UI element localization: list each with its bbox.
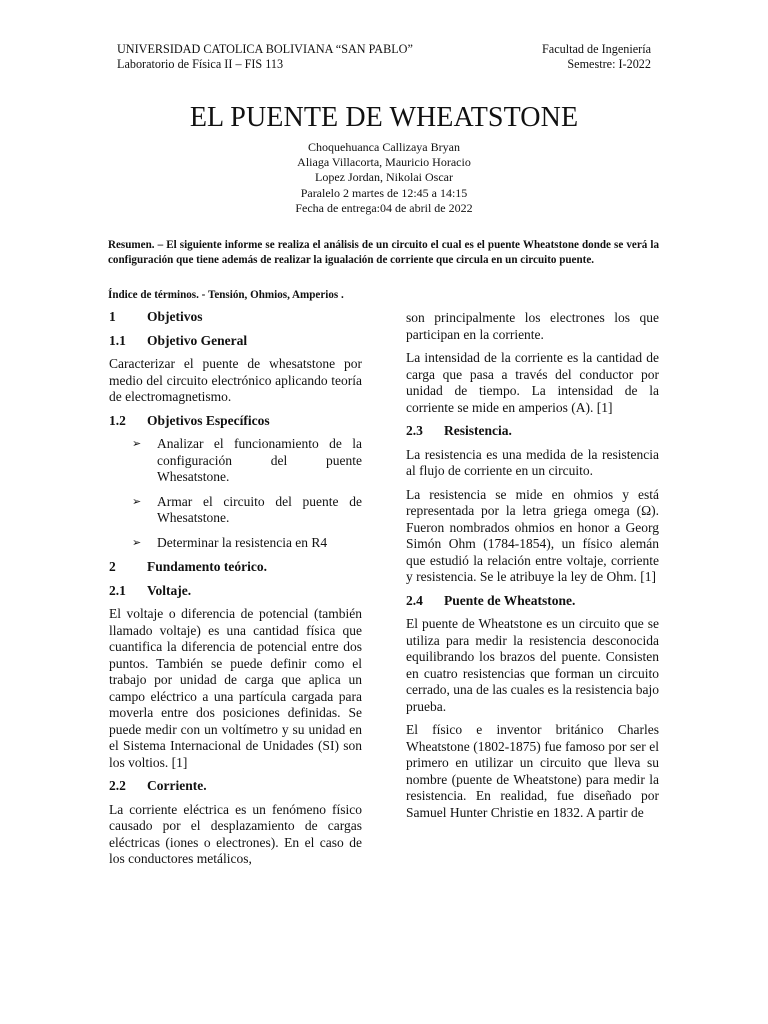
subsection-number: 2.3	[406, 423, 423, 438]
section-heading-fundamento	[109, 559, 362, 576]
paragraph-corriente-2: La intensidad de la corriente es la cantidad de carga que pasa a través del conductor por unidad de tiempo. La intensidad de la corriente se mide en amperios (A). [1]	[406, 350, 659, 415]
paragraph-voltaje: El voltaje o diferencia de potencial (también llamado voltaje) es una cantidad física que cuantifica la diferencia de potencial entre dos puntos. También se puede definir como el trabajo por unidad de carga que aplica un campo eléctrico a una partícula cargada para moverla entre dos posiciones definidas. Se puede medir con un voltímetro y su unidad en el Sistema Internacional de Unidades (SI) son los voltios. [1]	[109, 606, 362, 770]
arrowhead-bullet-icon: ➢	[132, 438, 142, 450]
author-2: Aliaga Villacorta, Mauricio Horacio	[297, 155, 471, 170]
subsection-title: Puente de Wheatstone.	[444, 592, 576, 608]
document-title: EL PUENTE DE WHEATSTONE	[189, 102, 579, 133]
arrowhead-bullet-icon: ➢	[132, 495, 142, 508]
section-number: 2	[109, 559, 116, 574]
paragraph-puente-2: El físico e inventor británico Charles Wheatstone (1802-1875) fue famoso por ser el primero en utilizar un circuito que lleva su nombre (puente de Wheatstone) para medir la resistencia. En realidad, fue diseñado por Samuel Hunter Christie en 1832. A partir de	[406, 722, 659, 820]
semester: Semestre: I-2022	[567, 56, 651, 71]
subsection-heading-objetivo-general	[109, 333, 362, 350]
subsection-title: Corriente.	[147, 778, 207, 793]
subsection-heading-corriente	[109, 778, 362, 795]
subsection-heading-voltaje	[109, 583, 362, 600]
subsection-number: 2.1	[109, 582, 126, 598]
author-1: Choquehuanca Callizaya Bryan	[308, 140, 460, 154]
index-terms: Índice de términos. - Tensión, Ohmios, Amperios .	[108, 289, 344, 301]
author-block	[0, 140, 768, 216]
university-name: UNIVERSIDAD CATOLICA BOLIVIANA “SAN PABLO”	[117, 42, 413, 56]
subsection-number: 2.2	[109, 778, 126, 793]
subsection-number: 2.4	[406, 592, 423, 608]
list-item: ➢ Analizar el funcionamiento de la configuración del puente Whesatstone.	[109, 436, 362, 486]
delivery-date: Fecha de entrega:04 de abril de 2022	[295, 200, 473, 215]
section-title: Fundamento teórico.	[147, 559, 267, 574]
paragraph-resistencia-1: La resistencia es una medida de la resistencia al flujo de corriente en un circuito.	[406, 446, 659, 478]
list-item: ➢ Determinar la resistencia en R4	[109, 535, 362, 552]
abstract: Resumen. – El siguiente informe se realiza el análisis de un circuito el cual es el puente Wheatstone donde se verá la configuración que tiene además de realizar la igualación de corriente que circula en un circuito puente.	[108, 239, 659, 267]
lab-name: Laboratorio de Física II – FIS 113	[117, 56, 284, 71]
subsection-heading-objetivos-especificos	[109, 413, 362, 430]
objectives-list	[109, 436, 362, 551]
paragraph-objetivo-general: Caracterizar el puente de whesatstone por medio del circuito electrónico aplicando teoría de electromagnetismo.	[109, 356, 362, 404]
paragraph-corriente-1: La corriente eléctrica es un fenómeno físico causado por el desplazamiento de cargas eléctricas (iones o electrones). En el caso de los conductores metálicos,	[109, 801, 362, 866]
subsection-number: 1.2	[109, 412, 126, 428]
section-title: Objetivos	[147, 309, 203, 324]
paragraph-corriente-cont: son principalmente los electrones los que participan en la corriente.	[406, 310, 659, 342]
subsection-title: Objetivos Específicos	[147, 412, 270, 428]
paragraph-resistencia-2: La resistencia se mide en ohmios y está representada por la letra griega omega (Ω). Fueron nombrados ohmios en honor a Georg Simón Ohm (1784-1854), un físico alemán que estudió la relación entre voltaje, corriente y resistencia. Se le atribuye la ley de Ohm. [1]	[406, 486, 659, 584]
right-column	[406, 310, 659, 828]
section-heading-objetivos	[109, 309, 362, 326]
header-right	[542, 42, 651, 71]
subsection-title: Resistencia.	[444, 423, 512, 438]
class-schedule: Paralelo 2 martes de 12:45 a 14:15	[300, 185, 468, 200]
subsection-heading-puente	[406, 593, 659, 610]
arrowhead-bullet-icon: ➢	[132, 536, 142, 549]
paragraph-puente-1: El puente de Wheatstone es un circuito que se utiliza para medir la resistencia desconocida equilibrando los brazos del puente. Consisten en cuatro resistencias que forman un circuito cerrado, una de las cuales es la resistencia bajo prueba.	[406, 616, 660, 714]
subsection-title: Voltaje.	[147, 582, 192, 598]
subsection-number: 1.1	[109, 332, 126, 348]
section-number: 1	[109, 309, 116, 324]
faculty-name: Facultad de Ingeniería	[542, 42, 651, 56]
author-3: Lopez Jordan, Nikolai Oscar	[315, 170, 453, 185]
subsection-title: Objetivo General	[147, 332, 248, 348]
list-item: ➢ Armar el circuito del puente de Whesatstone.	[109, 494, 362, 527]
header-left	[117, 42, 413, 71]
subsection-heading-resistencia	[406, 423, 659, 440]
left-column	[109, 309, 362, 875]
